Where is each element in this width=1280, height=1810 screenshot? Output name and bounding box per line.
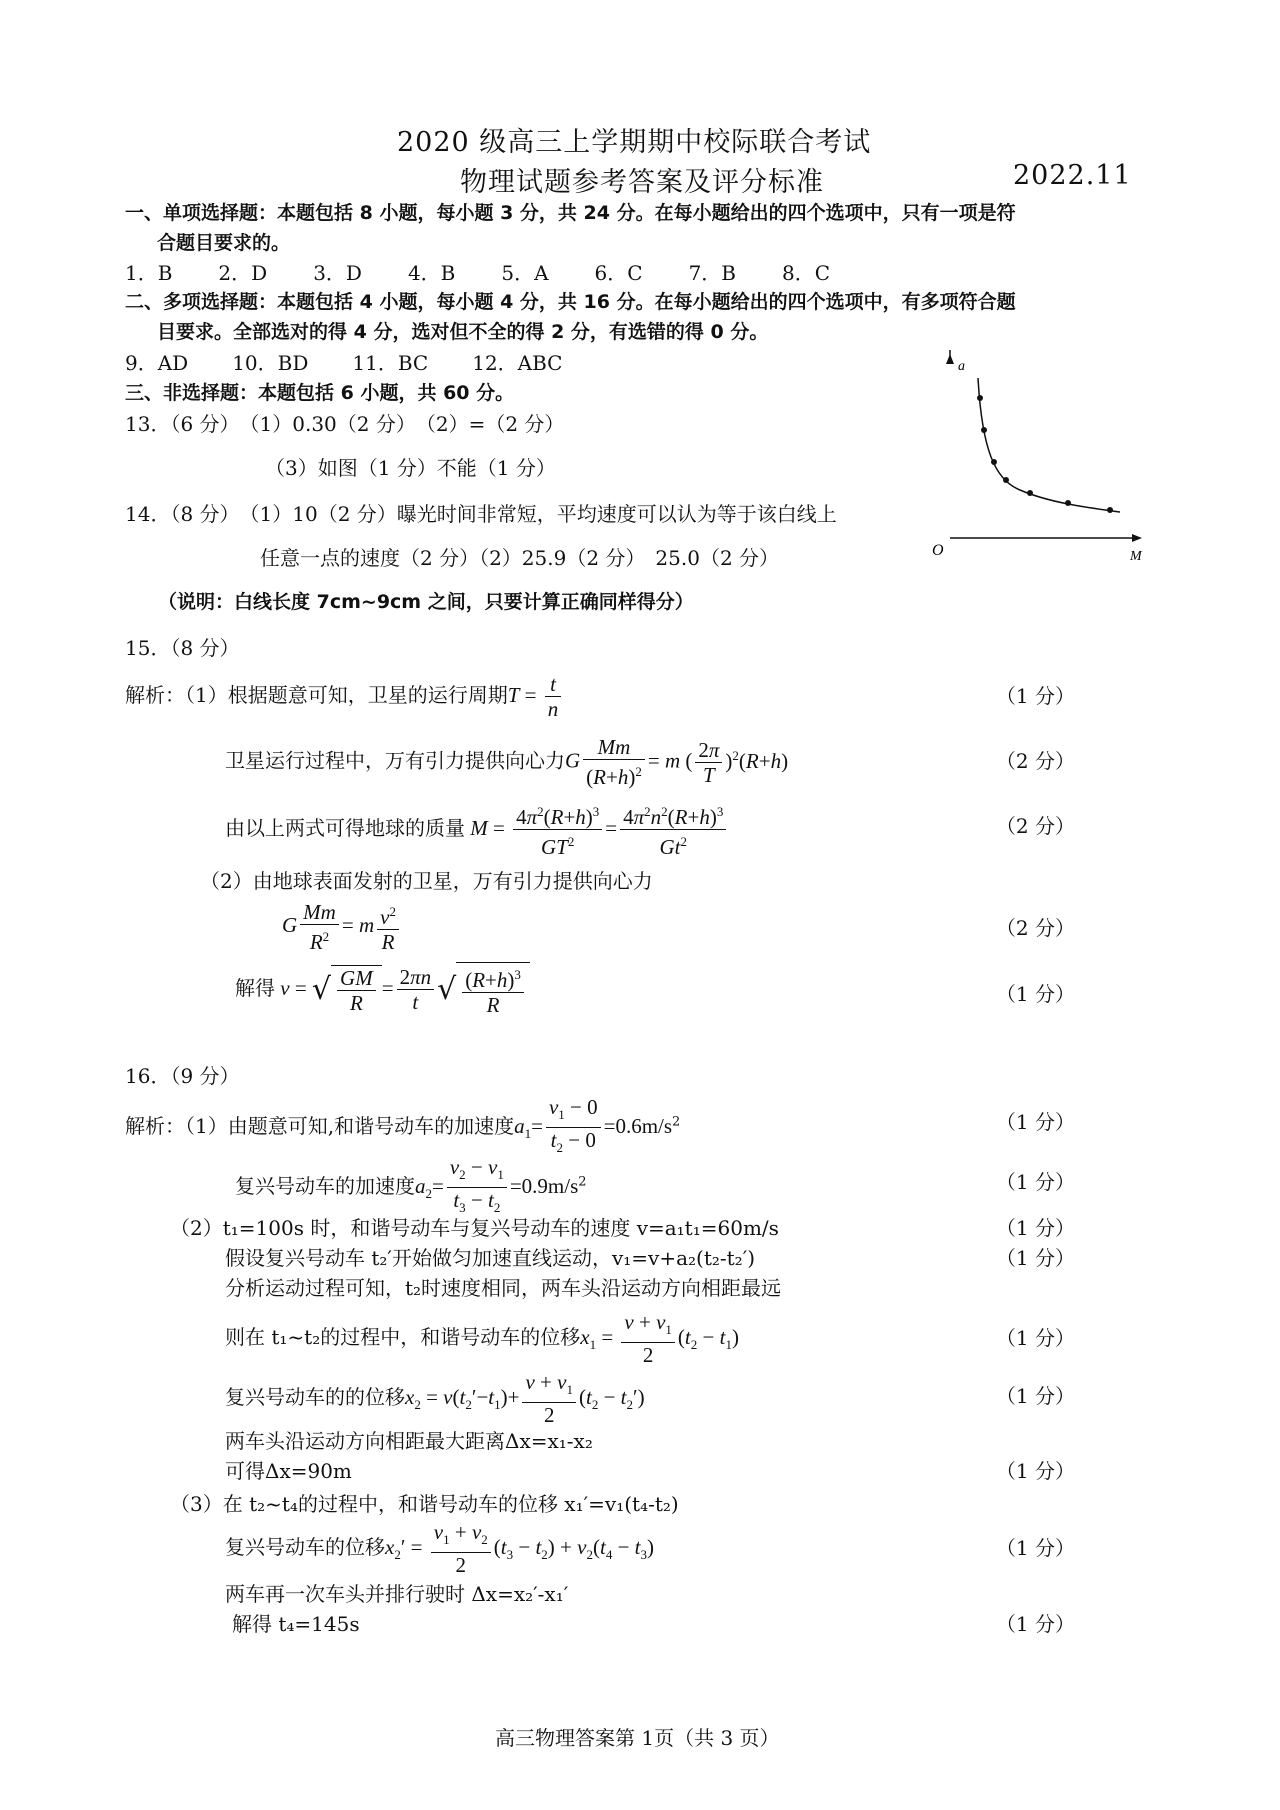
- data-point: [981, 427, 987, 433]
- q15-score2: （2 分）: [995, 749, 1075, 773]
- page-footer: 高三物理答案第 1页（共 3 页）: [495, 1726, 780, 1750]
- q15-score5: （1 分）: [995, 982, 1075, 1006]
- q15-score3: （2 分）: [995, 814, 1075, 838]
- q15-score1: （1 分）: [995, 684, 1075, 708]
- q14-line1: 14．（8 分） （1）10（2 分）曝光时间非常短，平均速度可以认为等于该白线上: [125, 502, 837, 526]
- answer-4: 4．B: [407, 261, 456, 285]
- q16-line4: 假设复兴号动车 t₂′开始做匀加速直线运动，v₁=v+a₂(t₂-t₂′): [225, 1246, 756, 1270]
- q15-line5: G $\frac{Mm}{R^2}$ = m $\frac{v^2}{R}$: [282, 900, 402, 954]
- section2-answers: [125, 347, 562, 376]
- x-axis-label: M: [1130, 549, 1142, 564]
- q16-score4: （1 分）: [995, 1246, 1075, 1270]
- exam-title: 2020 级高三上学期期中校际联合考试: [397, 127, 872, 158]
- q13-line1: 13．（6 分） （1）0.30（2 分） （2）=（2 分）: [125, 412, 565, 436]
- answer-1: 1．B: [125, 261, 173, 285]
- q16-line1: 解析：（1）由题意可知,和谐号动车的加速度$a_1=$ $\frac{v_1 - 0}{t_2 - 0}$ $=0.6m/s^2$: [125, 1095, 681, 1156]
- origin-label: O: [932, 542, 944, 559]
- data-point: [1003, 477, 1009, 483]
- q15-line3: 由以上两式可得地球的质量 M = $\frac{4\pi^2(R+h)^3}{GT^2}$ = $\frac{4\pi^2n^2(R+h)^3}{Gt^2}$: [225, 800, 729, 859]
- q16-line13: 解得 t₄=145s: [232, 1612, 360, 1636]
- section3-heading: 三、非选择题：本题包括 6 小题，共 60 分。: [125, 382, 515, 404]
- q14-note: （说明：白线长度 7cm~9cm 之间，只要计算正确同样得分）: [158, 591, 694, 613]
- q16-score5: （1 分）: [995, 1326, 1075, 1350]
- q16-line12: 两车再一次车头并排行驶时 Δx=x₂′-x₁′: [225, 1582, 569, 1606]
- q16-score2: （1 分）: [995, 1170, 1075, 1194]
- q15-line6: 解得 v = √ $\frac{GM}{R}$ = $\frac{2\pi n}{t}$ √ $\frac{(R+h)^3}{R}$: [235, 962, 530, 1017]
- a-vs-m-graph: [920, 350, 1160, 565]
- answer-9: 9．AD: [125, 351, 189, 375]
- answer-6: 6．C: [594, 261, 643, 285]
- q13-line2: （3）如图（1 分）不能（1 分）: [265, 456, 556, 480]
- q16-line11: 复兴号动车的位移$x_2'$ = $\frac{v_1 + v_2}{2}$ $(t_3 - t_2) + v_2(t_4 - t_3)$: [225, 1520, 654, 1578]
- q16-score1: （1 分）: [995, 1110, 1075, 1134]
- q16-line8: 两车头沿运动方向相距最大距离Δx=x₁-x₂: [225, 1429, 593, 1453]
- data-point: [1027, 490, 1033, 496]
- q15-line4: （2）由地球表面发射的卫星，万有引力提供向心力: [200, 869, 653, 893]
- answer-5: 5．A: [501, 261, 549, 285]
- section2-heading-cont: 目要求。全部选对的得 4 分，选对但不全的得 2 分，有选错的得 0 分。: [157, 321, 769, 343]
- data-point: [1065, 500, 1071, 506]
- q15-line1: 解析：（1）根据题意可知，卫星的运行周期T = $\frac{t}{n}$: [125, 672, 564, 721]
- answer-3: 3．D: [313, 261, 362, 285]
- q16-score8: （1 分）: [995, 1536, 1075, 1560]
- q16-line2: 复兴号动车的加速度$a_2=$ $\frac{v_2 - v_1}{t_3 - t_2}$ $=0.9m/s^2$: [235, 1155, 587, 1216]
- q14-line2: 任意一点的速度（2 分）（2）25.9（2 分） 25.0（2 分）: [260, 546, 780, 570]
- section1-heading-cont: 合题目要求的。: [157, 232, 291, 254]
- q16-score3: （1 分）: [995, 1216, 1075, 1240]
- data-point: [1107, 507, 1113, 513]
- data-point: [991, 459, 997, 465]
- answer-key-title: 物理试题参考答案及评分标准: [460, 167, 824, 198]
- data-point: [977, 395, 983, 401]
- q16-score9: （1 分）: [995, 1612, 1075, 1636]
- section1-answers: [125, 257, 830, 286]
- q16-line3: （2）t₁=100s 时，和谐号动车与复兴号动车的速度 v=a₁t₁=60m/s: [170, 1216, 779, 1240]
- section1-heading: 一、单项选择题：本题包括 8 小题，每小题 3 分，共 24 分。在每小题给出的四个选项中，只有一项是符: [125, 202, 1016, 224]
- q15-title: 15．（8 分）: [125, 636, 240, 660]
- y-axis-arrow: [946, 354, 954, 364]
- q16-score6: （1 分）: [995, 1384, 1075, 1408]
- q16-line5: 分析运动过程可知，t₂时速度相同，两车头沿运动方向相距最远: [225, 1276, 782, 1300]
- x-axis-arrow: [1132, 534, 1142, 542]
- exam-date: 2022.11: [1013, 160, 1132, 191]
- q15-line2: 卫星运行过程中，万有引力提供向心力G $\frac{Mm}{(R+h)^2}$ = m ( $\frac{2\pi}{T}$ )$^2$(R+h): [225, 735, 789, 789]
- answer-12: 12．ABC: [472, 351, 563, 375]
- q16-line10: （3）在 t₂~t₄的过程中，和谐号动车的位移 x₁′=v₁(t₄-t₂): [170, 1492, 679, 1516]
- q16-line9: 可得Δx=90m: [225, 1459, 352, 1483]
- answer-2: 2．D: [218, 261, 268, 285]
- fit-curve: [978, 378, 1120, 512]
- answer-8: 8．C: [782, 261, 831, 285]
- q16-title: 16．（9 分）: [125, 1064, 240, 1088]
- y-axis-label: a: [958, 359, 965, 374]
- q16-line6: 则在 t₁~t₂的过程中，和谐号动车的位移$x_1$ = $\frac{v + v_1}{2}$ $(t_2 - t_1)$: [225, 1310, 739, 1368]
- q15-score4: （2 分）: [995, 916, 1075, 940]
- answer-11: 11．BC: [352, 351, 429, 375]
- q16-score7: （1 分）: [995, 1459, 1075, 1483]
- section2-heading: 二、多项选择题：本题包括 4 小题，每小题 4 分，共 16 分。在每小题给出的四个选项中，有多项符合题: [125, 291, 1016, 313]
- answer-10: 10．BD: [232, 351, 309, 375]
- answer-7: 7．B: [688, 261, 736, 285]
- q16-line7: 复兴号动车的的位移$x_2 = v(t_2'-t_1)+$ $\frac{v + v_1}{2}$ $(t_2 - t_2')$: [225, 1370, 645, 1428]
